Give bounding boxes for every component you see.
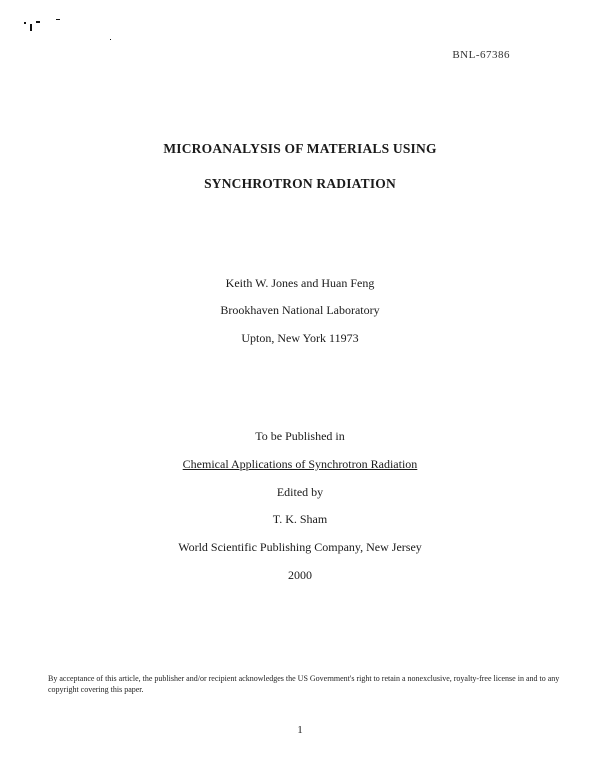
author-names: Keith W. Jones and Huan Feng [225, 276, 375, 290]
report-number: BNL-67386 [452, 49, 510, 61]
editor-name: T. K. Sham [272, 512, 328, 526]
title-line-2: SYNCHROTRON RADIATION [204, 176, 396, 191]
publisher-name: World Scientific Publishing Company, New Jersey [178, 540, 422, 554]
scan-speck-mark [24, 22, 26, 24]
book-title [0, 457, 600, 472]
publication-year: 2000 [288, 568, 312, 582]
author-institution: Brookhaven National Laboratory [220, 303, 380, 317]
edited-by-label: Edited by [276, 485, 324, 499]
scan-speck-mark [36, 21, 40, 23]
copyright-disclaimer: By acceptance of this article, the publisher and/or recipient acknowledges the US Government's right to retain a nonexclusive, royalty-free license in and to any copyright covering this paper. [48, 674, 560, 694]
book-title-text: Chemical Applications of Synchrotron Radiation [182, 457, 418, 471]
scan-speck-mark [56, 19, 60, 20]
page-number: 1 [297, 724, 303, 736]
publication-intro: To be Published in [255, 429, 345, 443]
title-line-1: MICROANALYSIS OF MATERIALS USING [163, 141, 437, 156]
author-location: Upton, New York 11973 [241, 331, 359, 345]
scan-speck-mark [30, 24, 32, 31]
scan-speck-mark [110, 39, 111, 40]
